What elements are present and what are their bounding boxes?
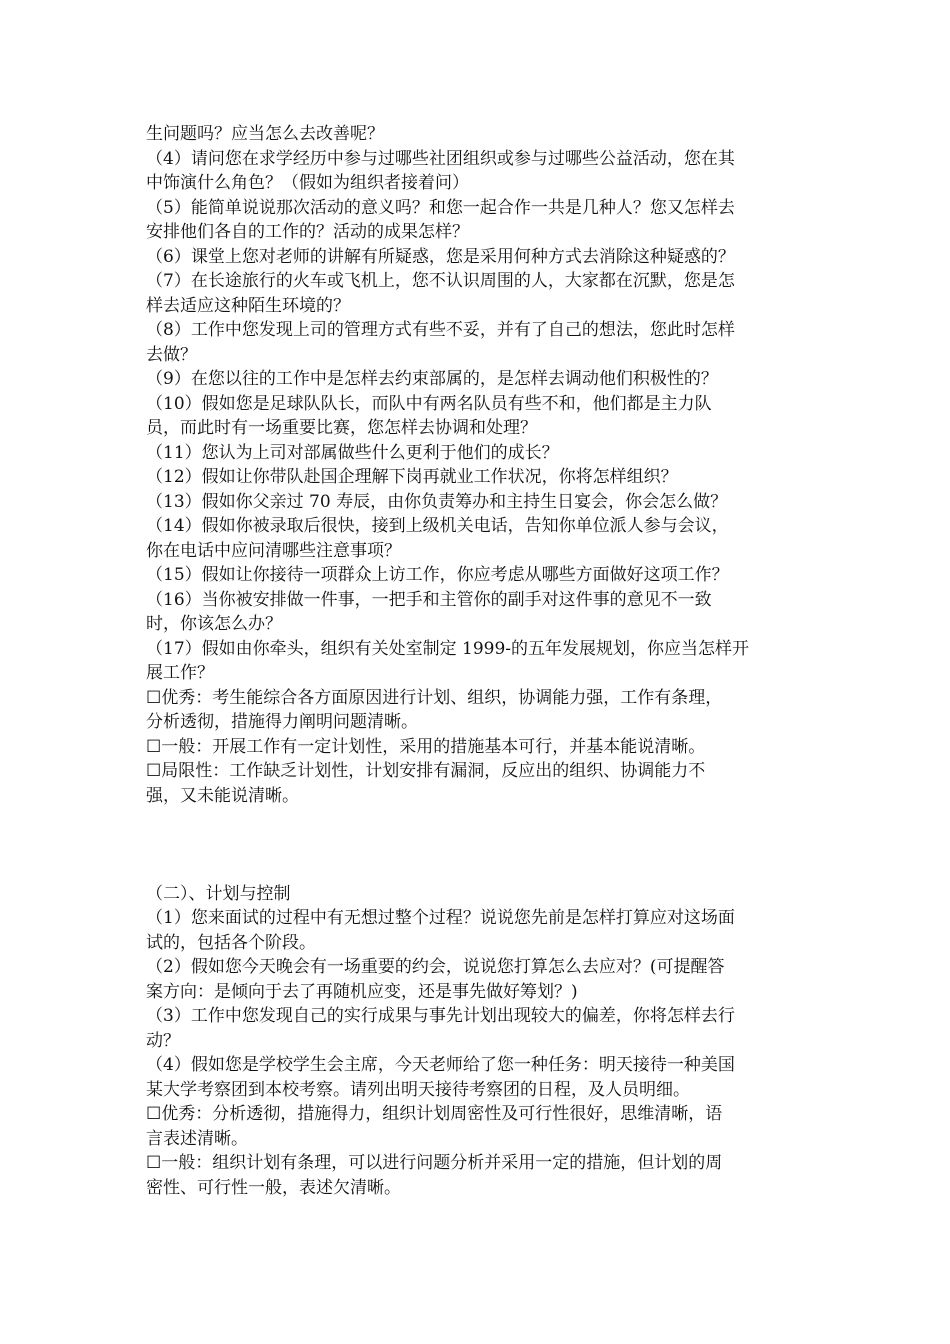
- rating-average: ☐一般：组织计划有条理，可以进行问题分析并采用一定的措施，但计划的周: [146, 1153, 723, 1173]
- text-line: 安排他们各自的工作的？活动的成果怎样？: [146, 222, 469, 242]
- text-line: 密性、可行性一般，表述欠清晰。: [146, 1177, 401, 1198]
- section-one: [146, 122, 816, 808]
- text-line: （11）您认为上司对部属做些什么更利于他们的成长？: [146, 442, 559, 463]
- text-line: 员，而此时有一场重要比赛，您怎样去协调和处理？: [146, 418, 537, 438]
- text-line: （1）您来面试的过程中有无想过整个过程？说说您先前是怎样打算应对这场面: [146, 908, 735, 928]
- text-line: （14）假如你被录取后很快，接到上级机关电话，告知你单位派人参与会议，: [146, 516, 729, 536]
- text-line: 样去适应这种陌生环境的？: [146, 295, 350, 316]
- text-line: 中饰演什么角色？（假如为组织者接着问）: [146, 173, 469, 193]
- text-line: 某大学考察团到本校考察。请列出明天接待考察团的日程，及人员明细。: [146, 1079, 690, 1100]
- rating-excellent: ☐优秀：考生能综合各方面原因进行计划、组织，协调能力强，工作有条理，: [146, 687, 723, 708]
- text-line: 动？: [146, 1030, 180, 1051]
- text-line: 分析透彻，措施得力阐明问题清晰。: [146, 712, 418, 732]
- section-spacer: [146, 857, 816, 882]
- text-line: （9）在您以往的工作中是怎样去约束部属的，是怎样去调动他们积极性的？: [146, 369, 718, 389]
- text-line: 去做？: [146, 344, 197, 365]
- text-line: 试的，包括各个阶段。: [146, 932, 316, 953]
- section-two: [146, 882, 816, 1201]
- text-line: （10）假如您是足球队队长，而队中有两名队员有些不和，他们都是主力队: [146, 393, 712, 414]
- text-line: 强，又未能说清晰。: [146, 785, 299, 806]
- section-spacer: [146, 808, 816, 857]
- text-line: 展工作？: [146, 663, 214, 683]
- text-line: 言表述清晰。: [146, 1128, 248, 1149]
- text-line: （17）假如由你牵头，组织有关处室制定 1999-的五年发展规划，你应当怎样开: [146, 638, 750, 659]
- document-page: [146, 122, 816, 1200]
- text-line: （5）能简单说说那次活动的意义吗？和您一起合作一共是几种人？您又怎样去: [146, 197, 735, 218]
- text-line: 时，你该怎么办？: [146, 614, 282, 634]
- text-line: （2）假如您今天晚会有一场重要的约会，说说您打算怎么去应对？(可提醒答: [146, 957, 725, 977]
- section-heading: （二）、计划与控制: [146, 883, 291, 904]
- text-line: （13）假如你父亲过 70 寿辰，由你负责筹办和主持生日宴会，你会怎么做？: [146, 491, 728, 512]
- text-line: 你在电话中应问清哪些注意事项？: [146, 540, 401, 561]
- rating-limited: ☐局限性：工作缺乏计划性，计划安排有漏洞，反应出的组织、协调能力不: [146, 761, 706, 781]
- text-line: （15）假如让你接待一项群众上访工作，你应考虑从哪些方面做好这项工作？: [146, 565, 729, 585]
- text-line: 生问题吗？应当怎么去改善呢？: [146, 124, 384, 144]
- rating-excellent: ☐优秀：分析透彻，措施得力，组织计划周密性及可行性很好，思维清晰，语: [146, 1104, 723, 1124]
- text-line: （6）课堂上您对老师的讲解有所疑惑，您是采用何种方式去消除这种疑惑的？: [146, 246, 735, 267]
- text-line: （8）工作中您发现上司的管理方式有些不妥，并有了自己的想法，您此时怎样: [146, 320, 735, 340]
- text-line: 案方向：是倾向于去了再随机应变，还是事先做好筹划？): [146, 981, 578, 1002]
- rating-average: ☐一般：开展工作有一定计划性，采用的措施基本可行，并基本能说清晰。: [146, 736, 706, 757]
- text-line: （3）工作中您发现自己的实行成果与事先计划出现较大的偏差，你将怎样去行: [146, 1006, 735, 1026]
- text-line: （4）假如您是学校学生会主席，今天老师给了您一种任务：明天接待一种美国: [146, 1055, 735, 1075]
- text-line: （7）在长途旅行的火车或飞机上，您不认识周围的人，大家都在沉默，您是怎: [146, 271, 735, 291]
- text-line: （16）当你被安排做一件事，一把手和主管你的副手对这件事的意见不一致: [146, 589, 712, 610]
- text-line: （12）假如让你带队赴国企理解下岗再就业工作状况，你将怎样组织？: [146, 467, 678, 487]
- text-line: （4）请问您在求学经历中参与过哪些社团组织或参与过哪些公益活动，您在其: [146, 148, 735, 169]
